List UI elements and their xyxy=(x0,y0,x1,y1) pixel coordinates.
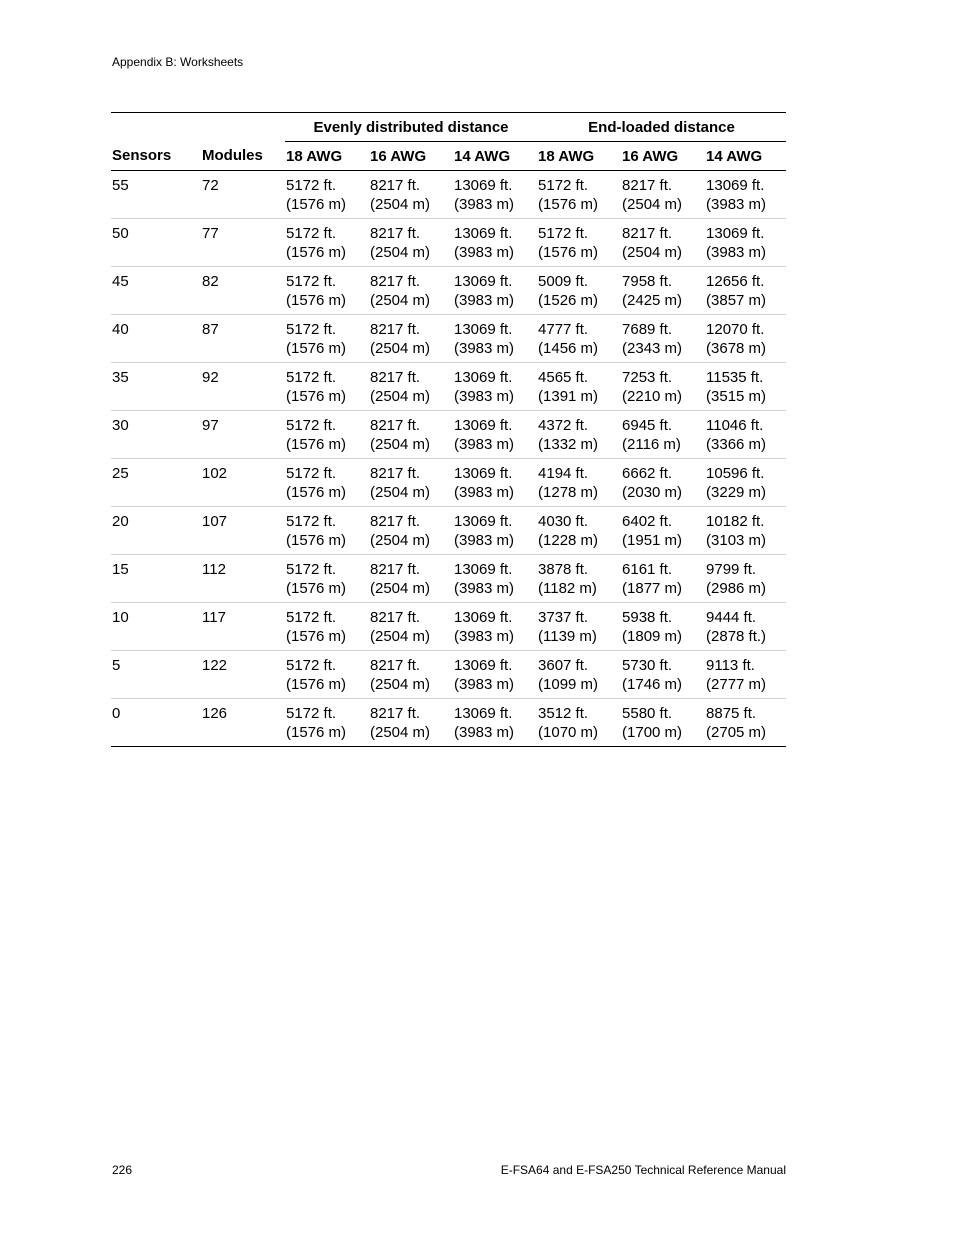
distance-meters: (1576 m) xyxy=(286,580,347,597)
distance-meters: (3678 m) xyxy=(706,340,767,357)
distance-meters: (2504 m) xyxy=(370,580,431,597)
column-header-end-16awg: 16 AWG xyxy=(621,142,705,171)
running-header: Appendix B: Worksheets xyxy=(112,55,244,69)
modules-cell: 82 xyxy=(201,267,285,315)
sensors-cell: 20 xyxy=(111,507,201,555)
distance-feet: 13069 ft. xyxy=(454,417,513,434)
distance-cell xyxy=(705,555,786,603)
distance-meters: (1576 m) xyxy=(286,724,347,741)
column-header-end-14awg: 14 AWG xyxy=(705,142,786,171)
sensors-cell: 25 xyxy=(111,459,201,507)
distance-cell xyxy=(369,411,453,459)
distance-cell xyxy=(285,699,369,747)
distance-feet: 13069 ft. xyxy=(454,705,513,722)
modules-cell: 112 xyxy=(201,555,285,603)
distance-feet: 13069 ft. xyxy=(706,225,765,242)
distance-feet: 3878 ft. xyxy=(538,561,589,578)
sensors-cell: 40 xyxy=(111,315,201,363)
table-row xyxy=(111,171,786,219)
distance-meters: (2878 ft.) xyxy=(706,628,767,645)
distance-meters: (1099 m) xyxy=(538,676,599,693)
distance-meters: (2504 m) xyxy=(370,628,431,645)
sensors-cell: 10 xyxy=(111,603,201,651)
distance-cell xyxy=(621,699,705,747)
distance-meters: (2116 m) xyxy=(622,436,681,453)
modules-cell: 102 xyxy=(201,459,285,507)
distance-feet: 13069 ft. xyxy=(454,609,513,626)
distance-cell xyxy=(453,603,537,651)
distance-meters: (1228 m) xyxy=(538,532,599,549)
distance-cell xyxy=(621,555,705,603)
distance-feet: 8217 ft. xyxy=(370,513,421,530)
distance-cell xyxy=(369,315,453,363)
column-header-end-18awg: 18 AWG xyxy=(537,142,621,171)
distance-feet: 13069 ft. xyxy=(454,225,513,242)
table-row xyxy=(111,555,786,603)
distance-feet: 8217 ft. xyxy=(622,225,673,242)
distance-cell xyxy=(369,459,453,507)
distance-cell xyxy=(453,267,537,315)
column-header-even-18awg: 18 AWG xyxy=(285,142,369,171)
distance-meters: (3983 m) xyxy=(454,628,515,645)
distance-meters: (2504 m) xyxy=(370,388,431,405)
distance-feet: 6402 ft. xyxy=(622,513,673,530)
distance-meters: (1332 m) xyxy=(538,436,599,453)
distance-feet: 11535 ft. xyxy=(706,369,764,386)
distance-cell xyxy=(621,315,705,363)
distance-feet: 5938 ft. xyxy=(622,609,673,626)
distance-cell xyxy=(537,507,621,555)
distance-cell xyxy=(537,555,621,603)
distance-feet: 13069 ft. xyxy=(454,657,513,674)
distance-meters: (1526 m) xyxy=(538,292,599,309)
distance-cell xyxy=(621,267,705,315)
distance-cell xyxy=(453,315,537,363)
distance-cell xyxy=(705,315,786,363)
distance-cell xyxy=(705,267,786,315)
distance-feet: 5172 ft. xyxy=(286,657,337,674)
distance-cell xyxy=(369,603,453,651)
modules-cell: 107 xyxy=(201,507,285,555)
distance-meters: (3366 m) xyxy=(706,436,767,453)
distance-cell xyxy=(285,459,369,507)
distance-feet: 9799 ft. xyxy=(706,561,757,578)
distance-cell xyxy=(453,699,537,747)
distance-cell xyxy=(705,507,786,555)
distance-cell xyxy=(369,171,453,219)
distance-cell xyxy=(621,459,705,507)
distance-feet: 13069 ft. xyxy=(706,177,765,194)
table-row xyxy=(111,507,786,555)
distance-meters: (1576 m) xyxy=(286,628,347,645)
distance-feet: 7253 ft. xyxy=(622,369,673,386)
distance-meters: (1182 m) xyxy=(538,580,597,597)
distance-meters: (3983 m) xyxy=(454,532,515,549)
distance-cell xyxy=(537,459,621,507)
distance-cell xyxy=(453,363,537,411)
distance-feet: 3737 ft. xyxy=(538,609,589,626)
modules-cell: 117 xyxy=(201,603,285,651)
distance-cell xyxy=(369,507,453,555)
distance-meters: (1139 m) xyxy=(538,628,597,645)
distance-feet: 4030 ft. xyxy=(538,513,589,530)
distance-meters: (3983 m) xyxy=(706,196,767,213)
sensors-cell: 50 xyxy=(111,219,201,267)
distance-feet: 8217 ft. xyxy=(622,177,673,194)
distance-cell xyxy=(285,555,369,603)
distance-feet: 5730 ft. xyxy=(622,657,673,674)
sensors-cell: 55 xyxy=(111,171,201,219)
distance-cell xyxy=(705,651,786,699)
distance-cell xyxy=(285,651,369,699)
distance-feet: 8217 ft. xyxy=(370,465,421,482)
distance-cell xyxy=(453,555,537,603)
distance-feet: 5172 ft. xyxy=(286,273,337,290)
distance-feet: 12656 ft. xyxy=(706,273,765,290)
distance-feet: 3512 ft. xyxy=(538,705,589,722)
distance-feet: 8217 ft. xyxy=(370,369,421,386)
distance-cell xyxy=(705,171,786,219)
distance-meters: (1576 m) xyxy=(286,292,347,309)
distance-feet: 13069 ft. xyxy=(454,177,513,194)
distance-feet: 8217 ft. xyxy=(370,561,421,578)
distance-feet: 5009 ft. xyxy=(538,273,589,290)
sensors-cell: 45 xyxy=(111,267,201,315)
distance-meters: (2343 m) xyxy=(622,340,683,357)
distance-meters: (2504 m) xyxy=(370,340,431,357)
distance-cell xyxy=(285,219,369,267)
distance-cell xyxy=(537,171,621,219)
distance-meters: (1576 m) xyxy=(286,436,347,453)
distance-cell xyxy=(705,603,786,651)
distance-cell xyxy=(285,363,369,411)
distance-cell xyxy=(705,363,786,411)
distance-cell xyxy=(285,603,369,651)
distance-meters: (3983 m) xyxy=(454,436,515,453)
distance-feet: 5580 ft. xyxy=(622,705,673,722)
distance-feet: 8217 ft. xyxy=(370,177,421,194)
modules-cell: 87 xyxy=(201,315,285,363)
distance-feet: 9113 ft. xyxy=(706,657,755,674)
sensors-cell: 15 xyxy=(111,555,201,603)
distance-cell xyxy=(369,219,453,267)
distance-cell xyxy=(537,699,621,747)
distance-meters: (3983 m) xyxy=(454,388,515,405)
group-header-row xyxy=(111,113,786,142)
distance-feet: 5172 ft. xyxy=(538,177,589,194)
sensors-cell: 35 xyxy=(111,363,201,411)
distance-cell xyxy=(537,411,621,459)
distance-cell xyxy=(621,651,705,699)
modules-cell: 126 xyxy=(201,699,285,747)
table-row xyxy=(111,459,786,507)
distance-meters: (1700 m) xyxy=(622,724,683,741)
distance-meters: (1070 m) xyxy=(538,724,599,741)
modules-cell: 122 xyxy=(201,651,285,699)
distance-meters: (1576 m) xyxy=(286,196,347,213)
distance-feet: 5172 ft. xyxy=(286,177,337,194)
distance-cell xyxy=(621,219,705,267)
distance-meters: (1456 m) xyxy=(538,340,599,357)
distance-meters: (3983 m) xyxy=(454,484,515,501)
distance-feet: 8875 ft. xyxy=(706,705,757,722)
sensors-cell: 30 xyxy=(111,411,201,459)
table-row xyxy=(111,363,786,411)
distance-feet: 8217 ft. xyxy=(370,705,421,722)
table-row xyxy=(111,267,786,315)
distance-feet: 8217 ft. xyxy=(370,609,421,626)
table-row xyxy=(111,603,786,651)
distance-cell xyxy=(537,363,621,411)
distance-cell xyxy=(369,699,453,747)
distance-feet: 6662 ft. xyxy=(622,465,673,482)
distance-meters: (1278 m) xyxy=(538,484,599,501)
distance-cell xyxy=(453,507,537,555)
distance-meters: (2504 m) xyxy=(370,196,431,213)
distance-meters: (2504 m) xyxy=(622,196,683,213)
distance-cell xyxy=(621,603,705,651)
distance-feet: 5172 ft. xyxy=(286,609,337,626)
sensors-cell: 0 xyxy=(111,699,201,747)
distance-feet: 8217 ft. xyxy=(370,273,421,290)
column-header-even-16awg: 16 AWG xyxy=(369,142,453,171)
modules-cell: 92 xyxy=(201,363,285,411)
distance-meters: (3983 m) xyxy=(454,196,515,213)
distance-cell xyxy=(537,603,621,651)
group-header-evenly: Evenly distributed distance xyxy=(285,113,537,142)
group-header-end-loaded: End-loaded distance xyxy=(537,113,786,142)
distance-meters: (1951 m) xyxy=(622,532,683,549)
distance-feet: 4777 ft. xyxy=(538,321,589,338)
distance-meters: (2504 m) xyxy=(370,436,431,453)
distance-feet: 12070 ft. xyxy=(706,321,765,338)
distance-cell xyxy=(621,171,705,219)
distance-feet: 3607 ft. xyxy=(538,657,589,674)
distance-cell xyxy=(537,651,621,699)
distance-cell xyxy=(453,219,537,267)
distance-meters: (3983 m) xyxy=(454,340,515,357)
distance-cell xyxy=(621,411,705,459)
distance-cell xyxy=(621,363,705,411)
distance-feet: 8217 ft. xyxy=(370,657,421,674)
table-row xyxy=(111,699,786,747)
distance-feet: 5172 ft. xyxy=(286,705,337,722)
distance-feet: 7958 ft. xyxy=(622,273,673,290)
distance-meters: (3983 m) xyxy=(454,724,515,741)
distance-meters: (3515 m) xyxy=(706,388,767,405)
distance-meters: (2705 m) xyxy=(706,724,767,741)
distance-feet: 4372 ft. xyxy=(538,417,589,434)
table-row xyxy=(111,219,786,267)
modules-cell: 97 xyxy=(201,411,285,459)
running-footer-title: E-FSA64 and E-FSA250 Technical Reference Manual xyxy=(500,1163,786,1177)
column-header-modules: Modules xyxy=(201,142,285,171)
distance-feet: 9444 ft. xyxy=(706,609,757,626)
distance-feet: 4194 ft. xyxy=(538,465,589,482)
distance-cell xyxy=(369,555,453,603)
distance-meters: (2504 m) xyxy=(370,292,431,309)
distance-feet: 8217 ft. xyxy=(370,321,421,338)
distance-feet: 5172 ft. xyxy=(286,369,337,386)
distance-cell xyxy=(285,411,369,459)
distance-feet: 13069 ft. xyxy=(454,465,513,482)
distance-meters: (1391 m) xyxy=(538,388,599,405)
distance-meters: (2210 m) xyxy=(622,388,683,405)
distance-cell xyxy=(705,219,786,267)
distance-meters: (1576 m) xyxy=(538,244,599,261)
distance-meters: (2030 m) xyxy=(622,484,683,501)
distance-feet: 5172 ft. xyxy=(286,561,337,578)
distance-feet: 6945 ft. xyxy=(622,417,673,434)
distance-meters: (3983 m) xyxy=(706,244,767,261)
distance-meters: (1576 m) xyxy=(538,196,599,213)
column-header-even-14awg: 14 AWG xyxy=(453,142,537,171)
distance-feet: 10596 ft. xyxy=(706,465,765,482)
distance-feet: 5172 ft. xyxy=(286,321,337,338)
distance-feet: 5172 ft. xyxy=(286,225,337,242)
distance-feet: 10182 ft. xyxy=(706,513,765,530)
distance-feet: 5172 ft. xyxy=(286,513,337,530)
distance-meters: (3983 m) xyxy=(454,676,515,693)
distance-cell xyxy=(453,171,537,219)
wire-distance-table xyxy=(111,112,786,747)
sensors-cell: 5 xyxy=(111,651,201,699)
distance-meters: (2504 m) xyxy=(370,484,431,501)
distance-feet: 13069 ft. xyxy=(454,369,513,386)
distance-cell xyxy=(453,411,537,459)
distance-cell xyxy=(285,267,369,315)
distance-cell xyxy=(453,651,537,699)
distance-meters: (1576 m) xyxy=(286,676,347,693)
table-row xyxy=(111,651,786,699)
distance-feet: 6161 ft. xyxy=(622,561,673,578)
distance-meters: (2504 m) xyxy=(370,676,431,693)
distance-feet: 8217 ft. xyxy=(370,225,421,242)
column-header-sensors: Sensors xyxy=(111,142,201,171)
distance-feet: 13069 ft. xyxy=(454,513,513,530)
distance-cell xyxy=(285,315,369,363)
distance-meters: (3983 m) xyxy=(454,244,515,261)
distance-cell xyxy=(705,411,786,459)
distance-meters: (1809 m) xyxy=(622,628,683,645)
distance-cell xyxy=(537,219,621,267)
distance-cell xyxy=(621,507,705,555)
distance-meters: (1877 m) xyxy=(622,580,683,597)
distance-feet: 5172 ft. xyxy=(286,465,337,482)
distance-cell xyxy=(453,459,537,507)
distance-meters: (1576 m) xyxy=(286,532,347,549)
distance-meters: (2986 m) xyxy=(706,580,767,597)
distance-meters: (2777 m) xyxy=(706,676,767,693)
distance-cell xyxy=(537,315,621,363)
distance-meters: (1576 m) xyxy=(286,484,347,501)
column-header-row xyxy=(111,142,786,171)
modules-cell: 77 xyxy=(201,219,285,267)
distance-meters: (2504 m) xyxy=(370,532,431,549)
distance-cell xyxy=(369,363,453,411)
distance-cell xyxy=(705,699,786,747)
distance-meters: (1576 m) xyxy=(286,388,347,405)
distance-meters: (3857 m) xyxy=(706,292,767,309)
distance-feet: 13069 ft. xyxy=(454,321,513,338)
wire-distance-table-wrapper xyxy=(111,112,786,747)
distance-cell xyxy=(705,459,786,507)
distance-meters: (3983 m) xyxy=(454,580,515,597)
distance-feet: 11046 ft. xyxy=(706,417,764,434)
distance-meters: (2425 m) xyxy=(622,292,683,309)
table-body xyxy=(111,171,786,747)
distance-cell xyxy=(285,507,369,555)
distance-feet: 5172 ft. xyxy=(286,417,337,434)
distance-meters: (2504 m) xyxy=(622,244,683,261)
table-row xyxy=(111,411,786,459)
distance-meters: (3983 m) xyxy=(454,292,515,309)
distance-feet: 8217 ft. xyxy=(370,417,421,434)
distance-cell xyxy=(369,651,453,699)
distance-cell xyxy=(369,267,453,315)
distance-meters: (2504 m) xyxy=(370,724,431,741)
page-number: 226 xyxy=(112,1163,133,1177)
modules-cell: 72 xyxy=(201,171,285,219)
distance-cell xyxy=(537,267,621,315)
distance-meters: (1576 m) xyxy=(286,340,347,357)
distance-meters: (1576 m) xyxy=(286,244,347,261)
distance-meters: (2504 m) xyxy=(370,244,431,261)
group-header-blank xyxy=(111,113,285,142)
distance-meters: (3229 m) xyxy=(706,484,767,501)
table-row xyxy=(111,315,786,363)
distance-feet: 13069 ft. xyxy=(454,561,513,578)
distance-feet: 7689 ft. xyxy=(622,321,673,338)
distance-meters: (3103 m) xyxy=(706,532,767,549)
distance-feet: 13069 ft. xyxy=(454,273,513,290)
distance-meters: (1746 m) xyxy=(622,676,683,693)
distance-cell xyxy=(285,171,369,219)
distance-feet: 5172 ft. xyxy=(538,225,589,242)
distance-feet: 4565 ft. xyxy=(538,369,589,386)
